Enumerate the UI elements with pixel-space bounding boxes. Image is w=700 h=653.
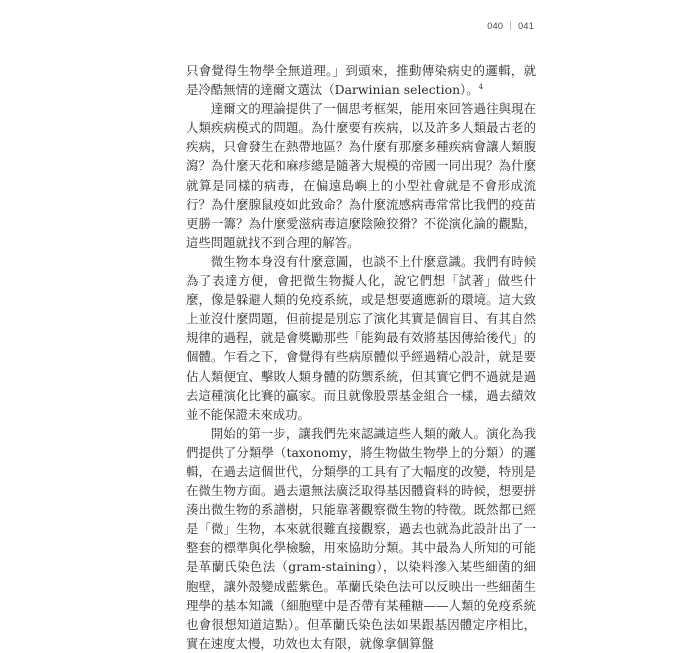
paragraph: 開始的第一步，讓我們先來認識這些人類的敵人。演化為我們提供了分類學（taxonomy，將生物做生物學上的分類）的邏輯，在過去這個世代，分類學的工具有了大幅度的改變，特別是在微生物方面。過去還無法廣泛取得基因體資料的時候，想要拼湊出微生物的系譜樹，只能靠著觀察微生物的特徵。既然都已經是「微」生物，本來就很難直接觀察，過去也就為此設計出了一整套的標準與化學檢驗，用來協助分類。其中最為人所知的可能是革蘭氏染色法（gram-staining），以染料滲入某些細菌的細胞壁，讓外殼變成藍紫色。革蘭氏染色法可以反映出一些細菌生理學的基本知識（細胞壁中是否帶有某種糖——人類的免疫系統也會很想知道這點）。但革蘭氏染色法如果跟基因體定序相比，實在速度太慢，功效也太有限，就像拿個算盤	[186, 425, 536, 651]
paragraph: 微生物本身沒有什麼意圖，也談不上什麼意識。我們有時候為了表達方便，會把微生物擬人化，說它們想「試著」做些什麼，像是躲避人類的免疫系統，或是想要適應新的環境。這大致上並沒什麼問題，但前提是別忘了演化其實是個盲目、有其自然規律的過程，就是會獎勵那些「能夠最有效將基因傳給後代」的個體。乍看之下，會覺得有些病原體似乎經過精心設計，就是要佔人類便宜、擊敗人類身體的防禦系統，但其實它們不過就是過去這種演化比賽的贏家。而且就像股票基金組合一樣，過去績效並不能保證未來成功。	[186, 253, 536, 422]
paragraph: 達爾文的理論提供了一個思考框架，能用來回答過往與現在人類疾病模式的問題。為什麼要有疾病，以及許多人類最古老的疾病，只會發生在熱帶地區？為什麼有那麼多種疾病會讓人類腹瀉？為什麼天花和麻疹總是隨著大規模的帝國一同出現？為什麼就算是同樣的病毒，在偏遠島嶼上的小型社會就是不會形成流行？為什麼腺鼠疫如此致命？為什麼流感病毒常常比我們的疫苗更勝一籌？為什麼愛滋病毒這麼陰險狡猾？不從演化論的觀點，這些問題就找不到合理的解答。	[186, 101, 536, 250]
body-text	[186, 61, 536, 653]
paragraph-text: 只會覺得生物學全無道理。」到頭來，推動傳染病史的邏輯，就是冷酷無情的達爾文選汰（Darwinian selection）。	[186, 63, 536, 98]
footnote-marker: 4	[478, 82, 484, 91]
page-number: 040 ｜ 041	[487, 21, 534, 31]
paragraph-continuation	[186, 61, 536, 99]
